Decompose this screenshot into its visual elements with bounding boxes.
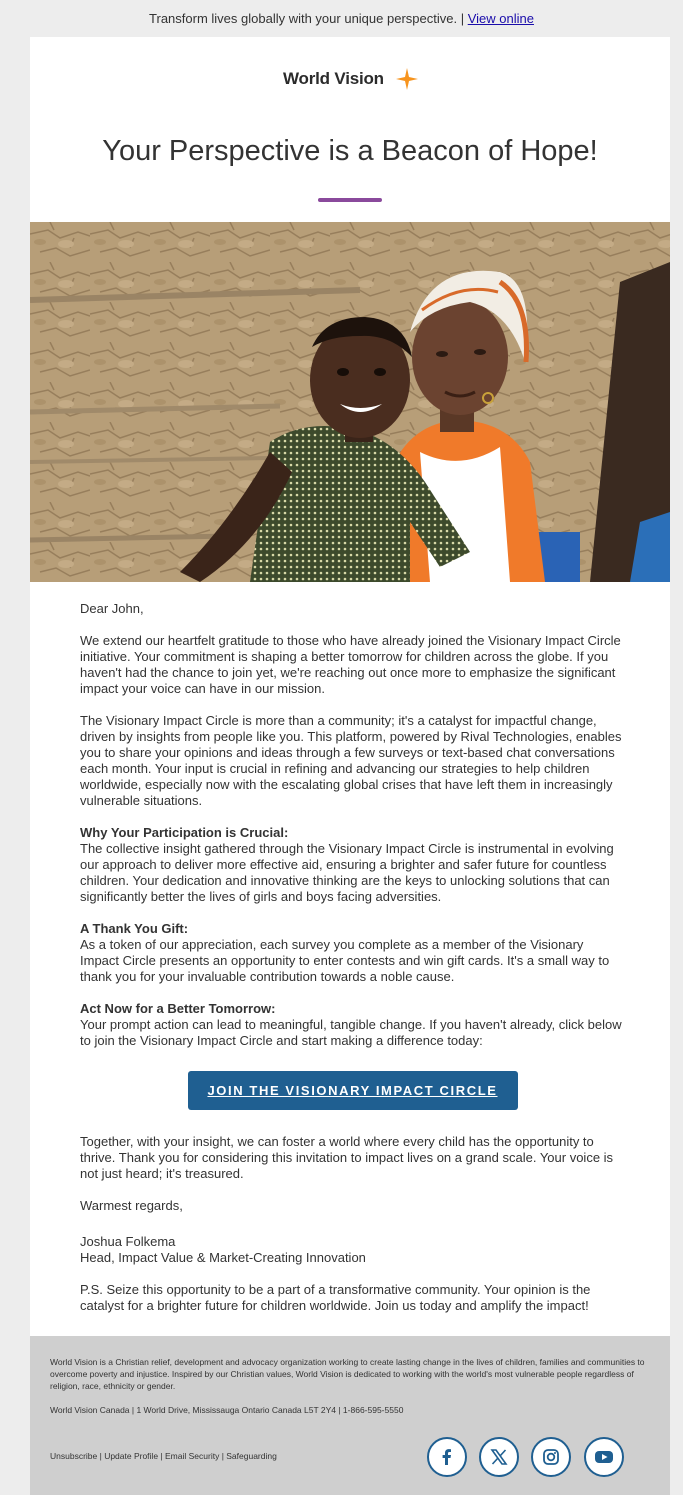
instagram-icon[interactable] bbox=[531, 1437, 571, 1477]
signer-title: Head, Impact Value & Market-Creating Innovation bbox=[80, 1250, 366, 1265]
postscript: P.S. Seize this opportunity to be a part of a transformative community. Your opinion is the catalyst for a brighter future for children worldwide. Join us today and amplify the impact! bbox=[80, 1282, 591, 1313]
footer-address: World Vision Canada | 1 World Drive, Mississauga Ontario Canada L5T 2Y4 | 1-866-595-5550 bbox=[50, 1405, 404, 1415]
email-security-link[interactable]: Email Security bbox=[165, 1451, 220, 1461]
paragraph-gift: As a token of our appreciation, each survey you complete as a member of the Visionary Impact Circle presents an opportunity to enter contests and win gift cards. It's a small way to thank you for your invaluable contribution towards a noble cause. bbox=[80, 937, 610, 984]
closing: Warmest regards, bbox=[80, 1198, 183, 1213]
footer-links bbox=[50, 1450, 277, 1462]
link-separator: | bbox=[158, 1451, 165, 1461]
paragraph-act-now: Your prompt action can lead to meaningful, tangible change. If you haven't already, click below to join the Visionary Impact Circle and start making a difference today: bbox=[80, 1017, 622, 1048]
email-body bbox=[80, 601, 625, 1330]
youtube-icon[interactable] bbox=[584, 1437, 624, 1477]
update-profile-link[interactable]: Update Profile bbox=[104, 1451, 159, 1461]
signer-name: Joshua Folkema bbox=[80, 1234, 176, 1249]
preheader-text: Transform lives globally with your unique perspective. | bbox=[149, 11, 465, 26]
cta-container bbox=[80, 1071, 625, 1110]
title-divider bbox=[318, 198, 382, 202]
paragraph-together: Together, with your insight, we can foster a world where every child has the opportunity to thrive. Thank you for considering this invitation to impact lives on a grand scale. Your voice is not just heard; it's treasured. bbox=[80, 1134, 614, 1181]
logo-area bbox=[30, 37, 670, 101]
signature bbox=[80, 1234, 625, 1266]
section-participation bbox=[80, 825, 625, 905]
section-heading-act-now: Act Now for a Better Tomorrow: bbox=[80, 1001, 276, 1016]
paragraph-intro: We extend our heartfelt gratitude to those who have already joined the Visionary Impact Circle initiative. Your commitment is shaping a better tomorrow for children across the globe. If you haven't had the chance to join yet, we're reaching out once more to emphasize the significant impact your voice can have in our mission. bbox=[80, 633, 621, 696]
section-heading-gift: A Thank You Gift: bbox=[80, 921, 189, 936]
world-vision-logo[interactable]: World Vision bbox=[283, 69, 384, 88]
section-act-now bbox=[80, 1001, 625, 1049]
x-icon[interactable] bbox=[479, 1437, 519, 1477]
section-gift bbox=[80, 921, 625, 985]
section-heading-participation: Why Your Participation is Crucial: bbox=[80, 825, 289, 840]
page-title: Your Perspective is a Beacon of Hope! bbox=[102, 135, 598, 167]
footer bbox=[30, 1336, 670, 1495]
unsubscribe-link[interactable]: Unsubscribe bbox=[50, 1451, 98, 1461]
footer-about: World Vision is a Christian relief, development and advocacy organization working to create lasting change in the lives of children, families and communities to overcome poverty and injustice. Inspired by our Christian values, World Vision is dedicated to working with the world's most vulnerable people regardless of religion, race, ethnicity or gender. bbox=[50, 1357, 645, 1391]
view-online-link[interactable]: View online bbox=[467, 11, 534, 26]
hero-image bbox=[30, 222, 670, 582]
preheader bbox=[0, 0, 683, 37]
greeting: Dear John, bbox=[80, 601, 144, 616]
star-icon bbox=[396, 68, 418, 90]
link-separator: | bbox=[97, 1451, 105, 1461]
paragraph-participation: The collective insight gathered through the Visionary Impact Circle is instrumental in evolving our approach to deliver more effective aid, ensuring a brighter and safer future for countless children. Your dedication and innovative thinking are the keys to unlocking solutions that can significantly better the lives of girls and boys facing adversities. bbox=[80, 841, 614, 904]
paragraph-about: The Visionary Impact Circle is more than a community; it's a catalyst for impactful change, driven by insights from people like you. This platform, powered by Rival Technologies, enables you to share your opinions and ideas through a few surveys or text-based chat conversations each month. Your input is crucial in refining and advancing our strategies to help children worldwide, especially now with the escalating global crises that have left them in increasingly vulnerable situations. bbox=[80, 713, 622, 808]
email-card bbox=[30, 37, 670, 1495]
link-separator: | bbox=[219, 1451, 227, 1461]
safeguarding-link[interactable]: Safeguarding bbox=[226, 1451, 277, 1461]
join-circle-button[interactable]: JOIN THE VISIONARY IMPACT CIRCLE bbox=[188, 1071, 518, 1110]
facebook-icon[interactable] bbox=[427, 1437, 467, 1477]
